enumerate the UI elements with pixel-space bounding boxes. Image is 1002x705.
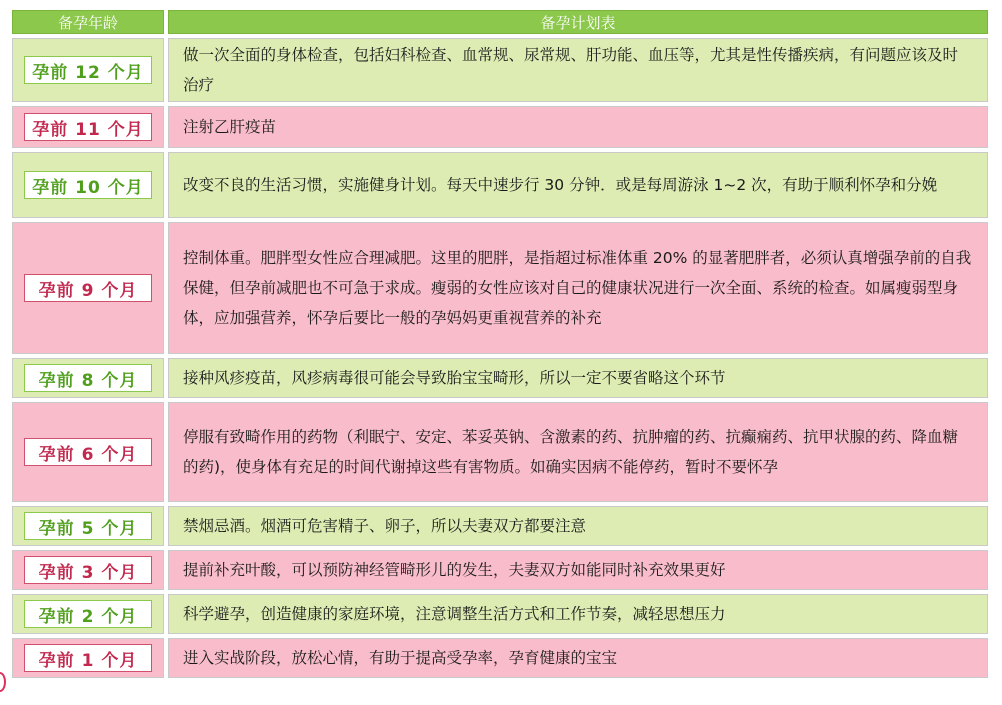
row-label: 孕前 10 个月 bbox=[24, 171, 152, 199]
row-text: 科学避孕，创造健康的家庭环境，注意调整生活方式和工作节奏，减轻思想压力 bbox=[183, 605, 726, 623]
row-label-cell bbox=[12, 152, 164, 218]
row-text-cell bbox=[168, 152, 988, 218]
row-text: 控制体重。肥胖型女性应合理减肥。这里的肥胖，是指超过标准体重 20% 的显著肥胖者，必须认真增强孕前的自我保健，但孕前减肥也不可急于求成。瘦弱的女性应该对自己的健康状况进行一次全面、系统的检查。如属瘦弱型身体，应加强营养，怀孕后要比一般的孕妈妈更重视营养的补充 bbox=[183, 249, 972, 327]
row-label-cell bbox=[12, 106, 164, 148]
row-label-cell bbox=[12, 38, 164, 102]
row-text: 禁烟忌酒。烟酒可危害精子、卵子，所以夫妻双方都要注意 bbox=[183, 517, 587, 535]
row-label: 孕前 6 个月 bbox=[24, 438, 152, 466]
row-text-cell bbox=[168, 222, 988, 354]
row-text-cell bbox=[168, 638, 988, 678]
row-text: 注射乙肝疫苗 bbox=[183, 118, 277, 136]
row-text-cell bbox=[168, 106, 988, 148]
row-label: 孕前 2 个月 bbox=[24, 600, 152, 628]
row-text-cell bbox=[168, 38, 988, 102]
row-label-cell bbox=[12, 358, 164, 398]
decorative-circle-icon bbox=[0, 672, 6, 692]
row-text: 改变不良的生活习惯，实施健身计划。每天中速步行 30 分钟．或是每周游泳 1~2 次，有助于顺利怀孕和分娩 bbox=[183, 176, 938, 194]
row-text-cell bbox=[168, 550, 988, 590]
row-text-cell bbox=[168, 506, 988, 546]
header-age: 备孕年龄 bbox=[12, 10, 164, 34]
row-label-cell bbox=[12, 550, 164, 590]
row-label-cell bbox=[12, 594, 164, 634]
row-label: 孕前 9 个月 bbox=[24, 274, 152, 302]
row-text: 提前补充叶酸，可以预防神经管畸形儿的发生，夫妻双方如能同时补充效果更好 bbox=[183, 561, 726, 579]
row-label: 孕前 5 个月 bbox=[24, 512, 152, 540]
row-text-cell bbox=[168, 358, 988, 398]
row-text: 进入实战阶段，放松心情，有助于提高受孕率，孕育健康的宝宝 bbox=[183, 649, 618, 667]
row-label: 孕前 12 个月 bbox=[24, 56, 152, 84]
row-label-cell bbox=[12, 222, 164, 354]
row-label-cell bbox=[12, 506, 164, 546]
row-text: 做一次全面的身体检查，包括妇科检查、血常规、尿常规、肝功能、血压等，尤其是性传播疾病，有问题应该及时治疗 bbox=[183, 46, 959, 94]
header-plan: 备孕计划表 bbox=[168, 10, 988, 34]
row-text-cell bbox=[168, 594, 988, 634]
row-label-cell bbox=[12, 638, 164, 678]
row-label: 孕前 3 个月 bbox=[24, 556, 152, 584]
pregnancy-plan-table bbox=[12, 10, 988, 678]
row-label-cell bbox=[12, 402, 164, 502]
row-label: 孕前 8 个月 bbox=[24, 364, 152, 392]
row-label: 孕前 11 个月 bbox=[24, 113, 152, 141]
row-text-cell bbox=[168, 402, 988, 502]
row-text: 停服有致畸作用的药物（利眠宁、安定、苯妥英钠、含激素的药、抗肿瘤的药、抗癫痫药、抗甲状腺的药、降血糖的药)，使身体有充足的时间代谢掉这些有害物质。如确实因病不能停药，暂时不要怀孕 bbox=[183, 428, 959, 476]
row-text: 接种风疹疫苗，风疹病毒很可能会导致胎宝宝畸形，所以一定不要省略这个环节 bbox=[183, 369, 726, 387]
row-label: 孕前 1 个月 bbox=[24, 644, 152, 672]
